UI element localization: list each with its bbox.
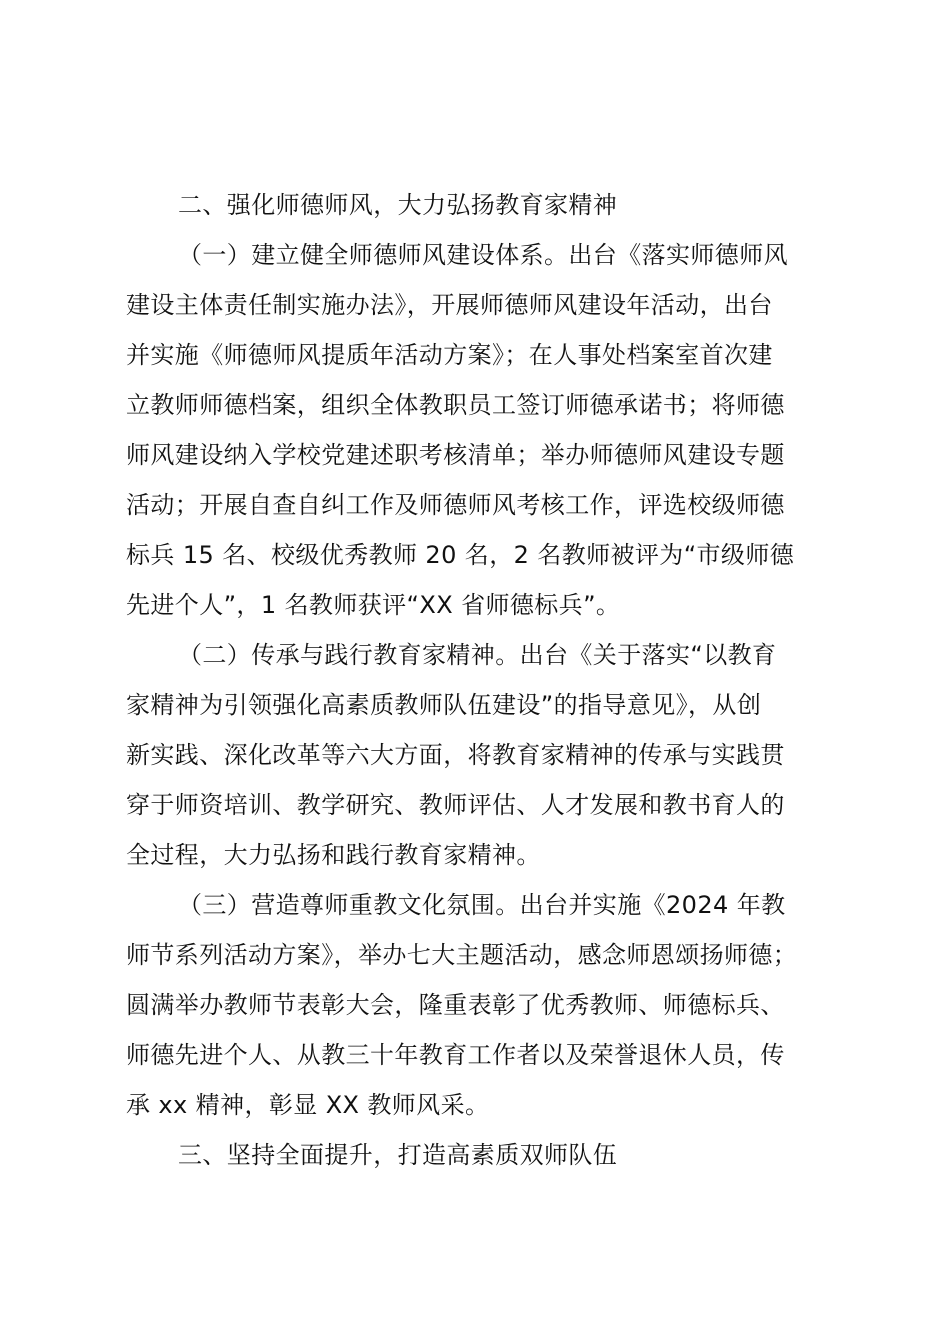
- paragraph-line: 圆满举办教师节表彰大会，隆重表彰了优秀教师、师德标兵、: [126, 991, 785, 1019]
- paragraph-line: （一）建立健全师德师风建设体系。出台《落实师德师风: [178, 241, 788, 269]
- paragraph-line: 师风建设纳入学校党建述职考核清单；举办师德师风建设专题: [126, 441, 785, 469]
- paragraph-line: 新实践、深化改革等六大方面，将教育家精神的传承与实践贯: [126, 741, 785, 769]
- paragraph-line: （三）营造尊师重教文化氛围。出台并实施《2024 年教: [178, 891, 786, 919]
- paragraph-line: 活动；开展自查自纠工作及师德师风考核工作，评选校级师德: [126, 491, 785, 519]
- section-heading-3: 三、坚持全面提升，打造高素质双师队伍: [178, 1141, 618, 1169]
- paragraph-line: 全过程，大力弘扬和践行教育家精神。: [126, 841, 541, 869]
- paragraph-line: 立教师师德档案，组织全体教职员工签订师德承诺书；将师德: [126, 391, 785, 419]
- paragraph-line: （二）传承与践行教育家精神。出台《关于落实“以教育: [178, 641, 777, 669]
- paragraph-line: 建设主体责任制实施办法》，开展师德师风建设年活动，出台: [126, 291, 773, 319]
- section-heading-2: 二、强化师德师风，大力弘扬教育家精神: [178, 191, 618, 219]
- paragraph-line: 家精神为引领强化高素质教师队伍建设”的指导意见》，从创: [126, 691, 762, 719]
- paragraph-line: 师德先进个人、从教三十年教育工作者以及荣誉退休人员，传: [126, 1041, 785, 1069]
- paragraph-line: 先进个人”，1 名教师获评“XX 省师德标兵”。: [126, 591, 621, 619]
- paragraph-line: 承 xx 精神，彰显 XX 教师风采。: [126, 1091, 490, 1119]
- paragraph-line: 穿于师资培训、教学研究、教师评估、人才发展和教书育人的: [126, 791, 785, 819]
- paragraph-line: 师节系列活动方案》，举办七大主题活动，感念师恩颂扬师德；: [126, 941, 798, 969]
- paragraph-line: 标兵 15 名、校级优秀教师 20 名，2 名教师被评为“市级师德: [126, 541, 795, 569]
- paragraph-line: 并实施《师德师风提质年活动方案》；在人事处档案室首次建: [126, 341, 773, 369]
